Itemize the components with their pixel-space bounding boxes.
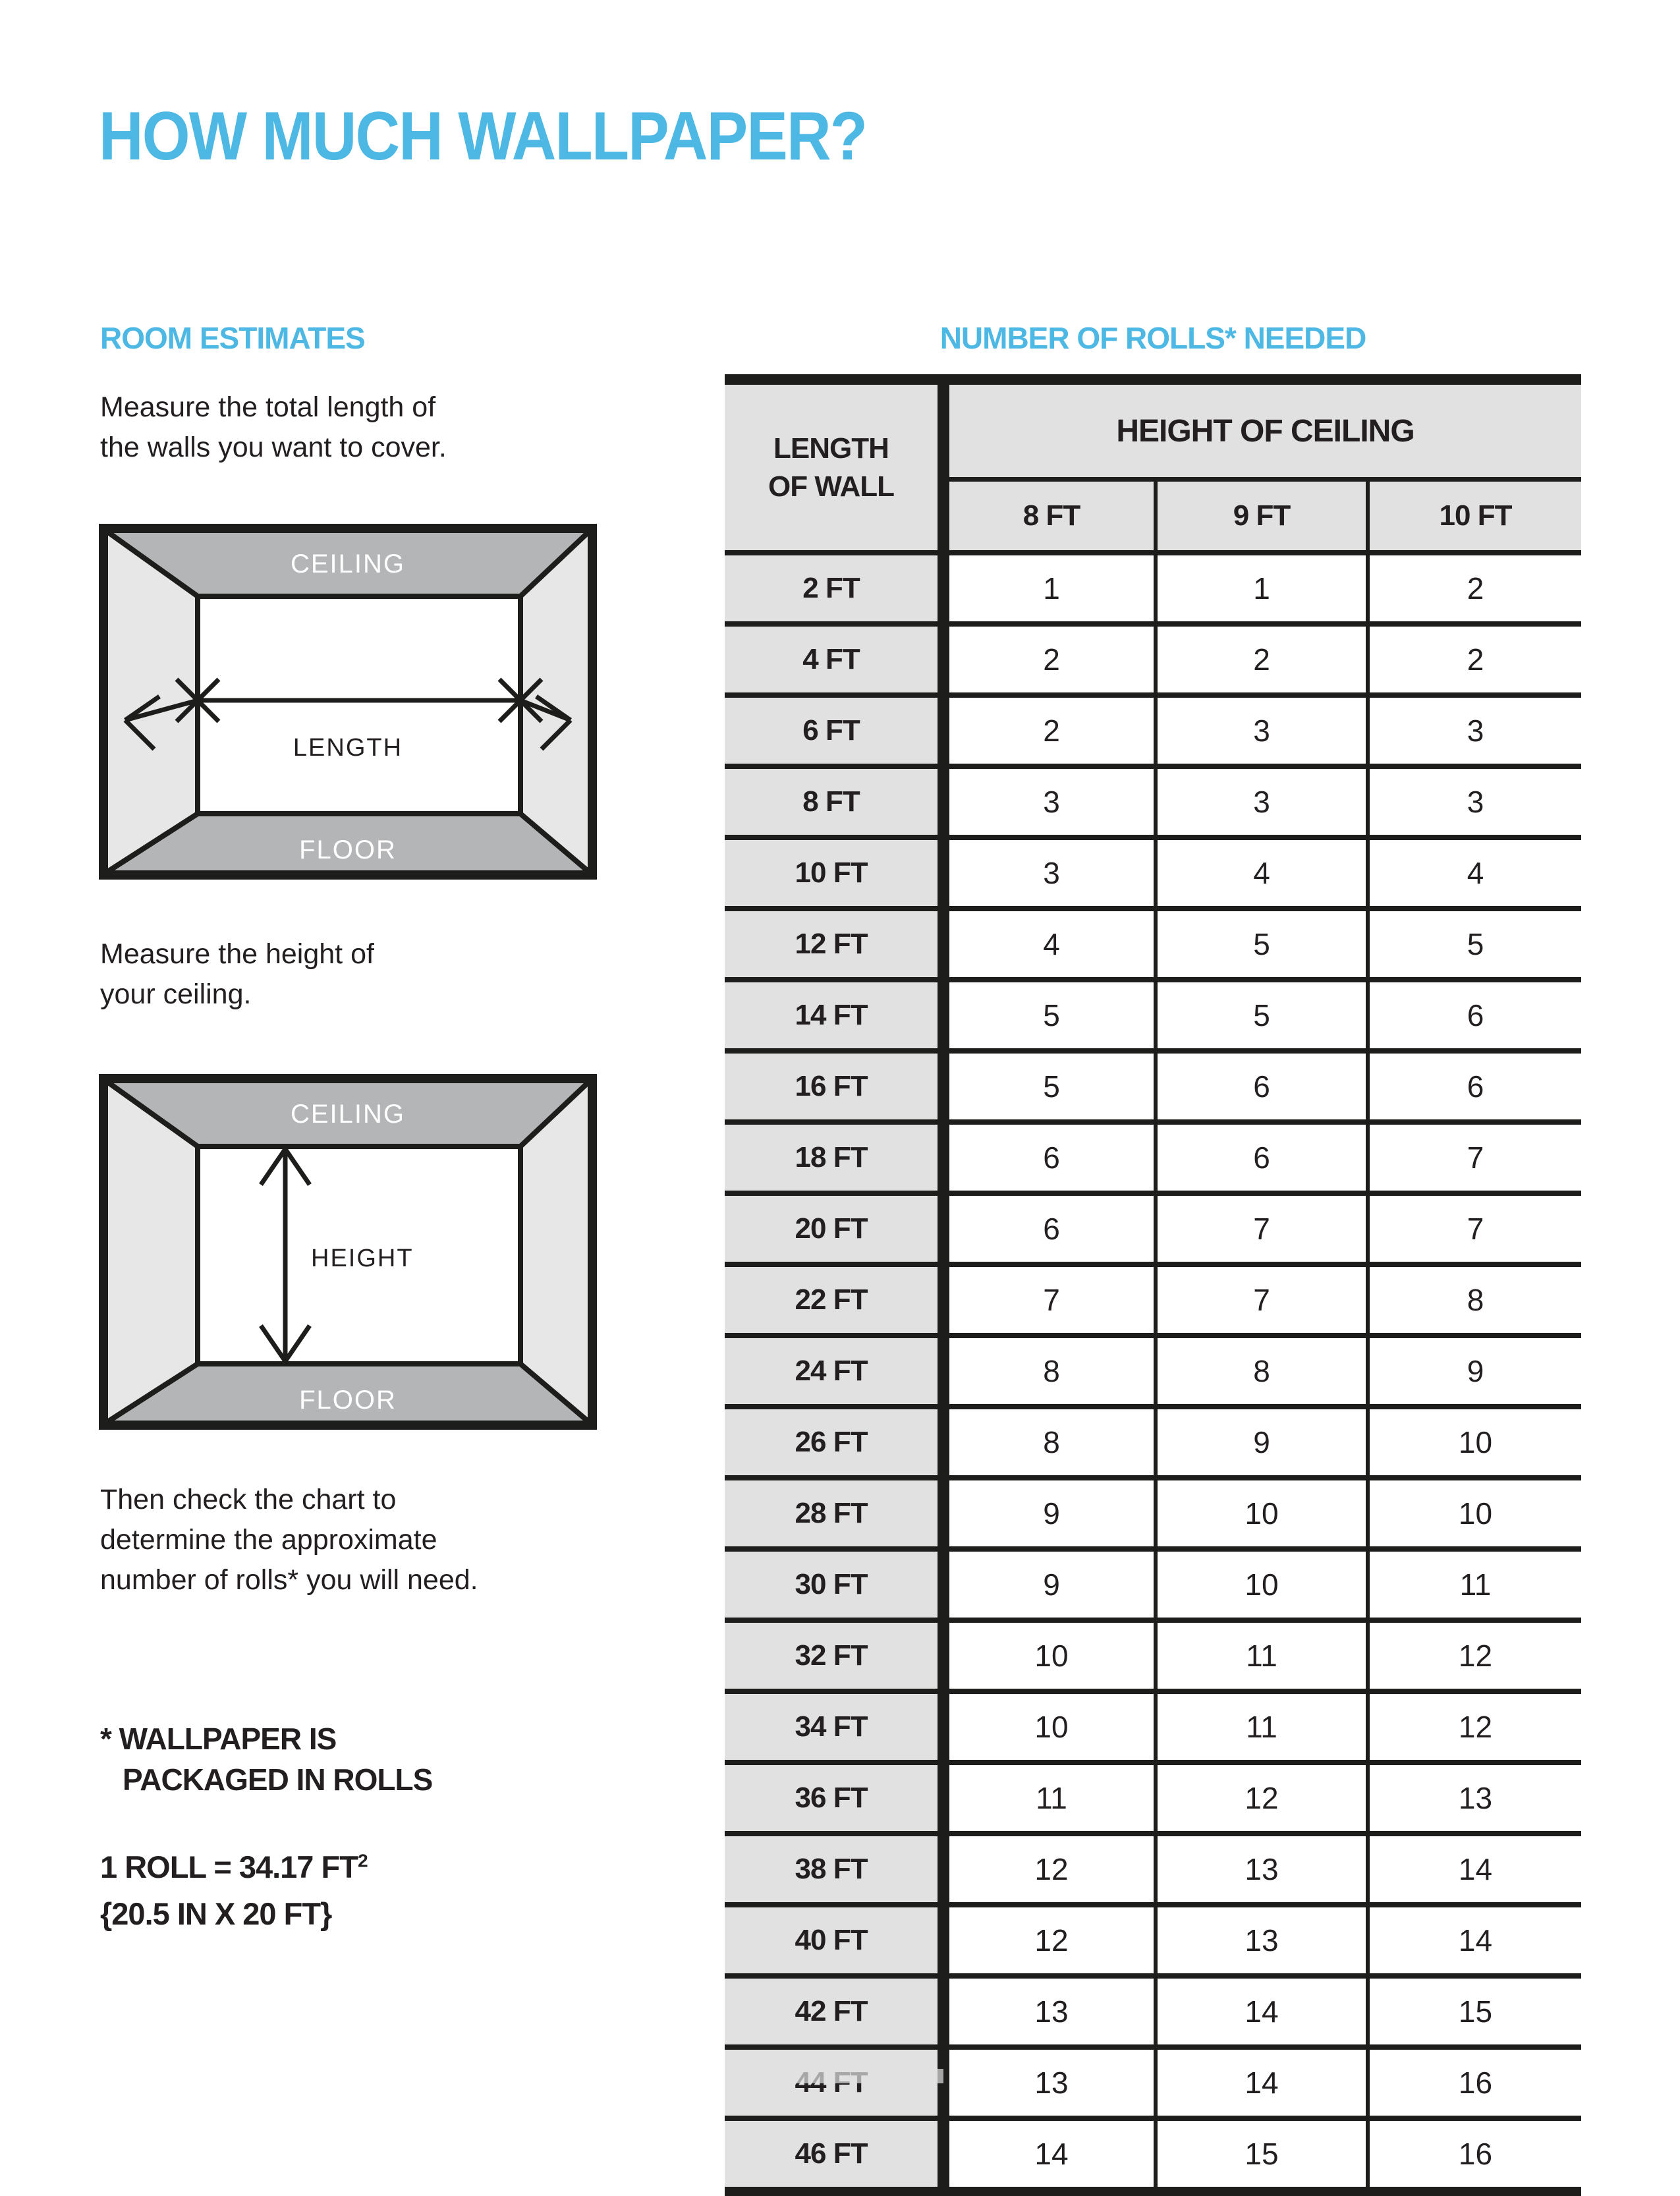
rolls-count-cell: 10 (1368, 1407, 1581, 1478)
rolls-count-cell: 9 (943, 1478, 1156, 1549)
rolls-count-cell: 11 (943, 1762, 1156, 1834)
table-row (725, 695, 1581, 766)
wall-length-cell: 24 FT (725, 1336, 943, 1407)
rolls-count-cell: 7 (1156, 1264, 1368, 1336)
table-row (725, 1976, 1581, 2047)
ceiling-label: CEILING (290, 1100, 406, 1129)
rolls-count-cell: 3 (1368, 695, 1581, 766)
rolls-count-cell: 11 (1156, 1620, 1368, 1691)
rolls-count-cell: 12 (1368, 1691, 1581, 1762)
rolls-count-cell: 8 (1156, 1336, 1368, 1407)
wall-length-cell: 36 FT (725, 1762, 943, 1834)
wall-length-cell: 46 FT (725, 2118, 943, 2191)
rolls-count-cell: 4 (943, 909, 1156, 980)
rolls-count-cell: 8 (943, 1407, 1156, 1478)
roll-size-info (100, 1844, 368, 1938)
rolls-count-cell: 12 (1156, 1762, 1368, 1834)
rolls-count-cell: 5 (1156, 980, 1368, 1051)
rolls-count-cell: 16 (1368, 2118, 1581, 2191)
rolls-count-cell: 6 (943, 1122, 1156, 1193)
rolls-count-cell: 13 (943, 2047, 1156, 2118)
table-row (725, 837, 1581, 909)
rolls-count-cell: 3 (1156, 695, 1368, 766)
table-row (725, 1193, 1581, 1264)
rolls-count-cell: 12 (943, 1905, 1156, 1976)
table-row (725, 1264, 1581, 1336)
table-row (725, 980, 1581, 1051)
rolls-count-cell: 2 (943, 695, 1156, 766)
rolls-count-cell: 14 (943, 2118, 1156, 2191)
rolls-count-cell: 2 (943, 624, 1156, 695)
rolls-count-cell: 10 (1368, 1478, 1581, 1549)
floor-label: FLOOR (299, 1386, 397, 1415)
rolls-count-cell: 6 (1368, 1051, 1581, 1122)
table-row (725, 1336, 1581, 1407)
rolls-count-cell: 10 (943, 1691, 1156, 1762)
table-row (725, 1834, 1581, 1905)
rolls-count-cell: 15 (1156, 2118, 1368, 2191)
rolls-count-cell: 14 (1368, 1905, 1581, 1976)
wall-length-cell: 6 FT (725, 695, 943, 766)
squared-superscript: 2 (357, 1849, 368, 1871)
rolls-count-cell: 7 (1368, 1122, 1581, 1193)
wall-length-cell: 4 FT (725, 624, 943, 695)
rolls-count-cell: 11 (1156, 1691, 1368, 1762)
rolls-count-cell: 10 (1156, 1478, 1368, 1549)
rolls-needed-heading: NUMBER OF ROLLS* NEEDED (939, 321, 1366, 355)
col-header-10ft: 10 FT (1368, 480, 1581, 553)
wall-length-cell: 38 FT (725, 1834, 943, 1905)
page-title: HOW MUCH WALLPAPER? (99, 98, 867, 175)
rolls-count-cell: 5 (1368, 909, 1581, 980)
wall-length-cell: 16 FT (725, 1051, 943, 1122)
col-header-8ft: 8 FT (943, 480, 1156, 553)
wallpaper-rolls-footnote (100, 1718, 432, 1800)
table-row (725, 1407, 1581, 1478)
roll-dimensions-line: {20.5 IN X 20 FT} (100, 1896, 332, 1932)
rolls-count-cell: 5 (943, 1051, 1156, 1122)
table-row (725, 1620, 1581, 1691)
wall-length-cell: 22 FT (725, 1264, 943, 1336)
rolls-count-cell: 7 (1156, 1193, 1368, 1264)
rolls-table-body (725, 553, 1581, 2191)
rolls-count-cell: 3 (1156, 766, 1368, 837)
rolls-count-cell: 14 (1156, 1976, 1368, 2047)
wall-length-cell: 8 FT (725, 766, 943, 837)
rolls-count-cell: 7 (943, 1264, 1156, 1336)
roll-area-line: 1 ROLL = 34.17 $FT^2$ (100, 1849, 368, 1884)
wall-length-cell: 30 FT (725, 1549, 943, 1620)
wall-length-cell: 28 FT (725, 1478, 943, 1549)
rolls-count-cell: 2 (1368, 624, 1581, 695)
room-height-diagram (99, 1074, 597, 1430)
table-row (725, 1905, 1581, 1976)
rolls-count-cell: 2 (1368, 553, 1581, 624)
rolls-count-cell: 13 (1368, 1762, 1581, 1834)
length-label: LENGTH (293, 734, 403, 762)
wall-length-cell: 32 FT (725, 1620, 943, 1691)
rolls-count-cell: 14 (1368, 1834, 1581, 1905)
rolls-count-cell: 9 (1156, 1407, 1368, 1478)
table-row (725, 2118, 1581, 2191)
rolls-count-cell: 6 (1156, 1051, 1368, 1122)
wall-length-cell: 2 FT (725, 553, 943, 624)
rolls-count-cell: 13 (1156, 1834, 1368, 1905)
rolls-count-cell: 16 (1368, 2047, 1581, 2118)
wall-length-cell: 20 FT (725, 1193, 943, 1264)
table-row (725, 909, 1581, 980)
rolls-count-cell: 3 (1368, 766, 1581, 837)
length-of-wall-header-line2: OF WALL (768, 470, 894, 503)
rolls-count-cell: 12 (1368, 1620, 1581, 1691)
rolls-count-cell: 14 (1156, 2047, 1368, 2118)
table-row (725, 624, 1581, 695)
rolls-count-cell: 13 (943, 1976, 1156, 2047)
rolls-count-cell: 1 (943, 553, 1156, 624)
instruction-measure-height: Measure the height of your ceiling. (100, 938, 374, 1011)
rolls-count-cell: 8 (1368, 1264, 1581, 1336)
table-row (725, 1051, 1581, 1122)
rolls-count-cell: 10 (1156, 1549, 1368, 1620)
col-header-9ft: 9 FT (1156, 480, 1368, 553)
rolls-count-cell: 3 (943, 766, 1156, 837)
rolls-count-cell: 9 (943, 1549, 1156, 1620)
wall-length-cell: 18 FT (725, 1122, 943, 1193)
table-row (725, 1691, 1581, 1762)
rolls-needed-table (725, 374, 1581, 2196)
wall-length-cell: 10 FT (725, 837, 943, 909)
back-wall-panel (198, 596, 520, 814)
wall-length-cell: 34 FT (725, 1691, 943, 1762)
rolls-count-cell: 15 (1368, 1976, 1581, 2047)
rolls-count-cell: 4 (1156, 837, 1368, 909)
rolls-count-cell: 2 (1156, 624, 1368, 695)
height-label: HEIGHT (311, 1245, 414, 1272)
wall-length-cell: 42 FT (725, 1976, 943, 2047)
rolls-count-cell: 7 (1368, 1193, 1581, 1264)
rolls-count-cell: 5 (1156, 909, 1368, 980)
length-of-wall-header-line1: LENGTH (773, 432, 889, 465)
wall-length-cell: 40 FT (725, 1905, 943, 1976)
floor-label: FLOOR (299, 835, 397, 864)
table-row (725, 553, 1581, 624)
footnote-line-1: * WALLPAPER IS (100, 1722, 337, 1756)
footnote-line-2: PACKAGED IN ROLLS (123, 1762, 433, 1797)
wall-length-cell: 26 FT (725, 1407, 943, 1478)
rolls-count-cell: 10 (943, 1620, 1156, 1691)
table-row (725, 1122, 1581, 1193)
rolls-count-cell: 6 (1156, 1122, 1368, 1193)
rolls-count-cell: 5 (943, 980, 1156, 1051)
wall-length-cell: 14 FT (725, 980, 943, 1051)
rolls-count-cell: 6 (1368, 980, 1581, 1051)
room-estimates-heading: ROOM ESTIMATES (100, 321, 365, 355)
table-row (725, 766, 1581, 837)
instruction-measure-length: Measure the total length of the walls you want to cover. (100, 391, 447, 464)
rolls-count-cell: 11 (1368, 1549, 1581, 1620)
rolls-count-cell: 12 (943, 1834, 1156, 1905)
rolls-count-cell: 3 (943, 837, 1156, 909)
table-left-column-stub (725, 2069, 943, 2083)
ceiling-label: CEILING (290, 549, 406, 578)
rolls-count-cell: 6 (943, 1193, 1156, 1264)
height-of-ceiling-header: HEIGHT OF CEILING (943, 380, 1581, 480)
table-row (725, 1478, 1581, 1549)
wall-length-cell: 12 FT (725, 909, 943, 980)
room-length-diagram (99, 524, 597, 880)
length-of-wall-header (725, 380, 943, 553)
rolls-count-cell: 13 (1156, 1905, 1368, 1976)
rolls-count-cell: 8 (943, 1336, 1156, 1407)
table-header-row-1 (725, 380, 1581, 480)
table-row (725, 1549, 1581, 1620)
rolls-count-cell: 1 (1156, 553, 1368, 624)
rolls-count-cell: 9 (1368, 1336, 1581, 1407)
instruction-check-chart: Then check the chart to determine the approximate number of rolls* you will need. (100, 1484, 478, 1596)
table-row (725, 1762, 1581, 1834)
rolls-count-cell: 4 (1368, 837, 1581, 909)
